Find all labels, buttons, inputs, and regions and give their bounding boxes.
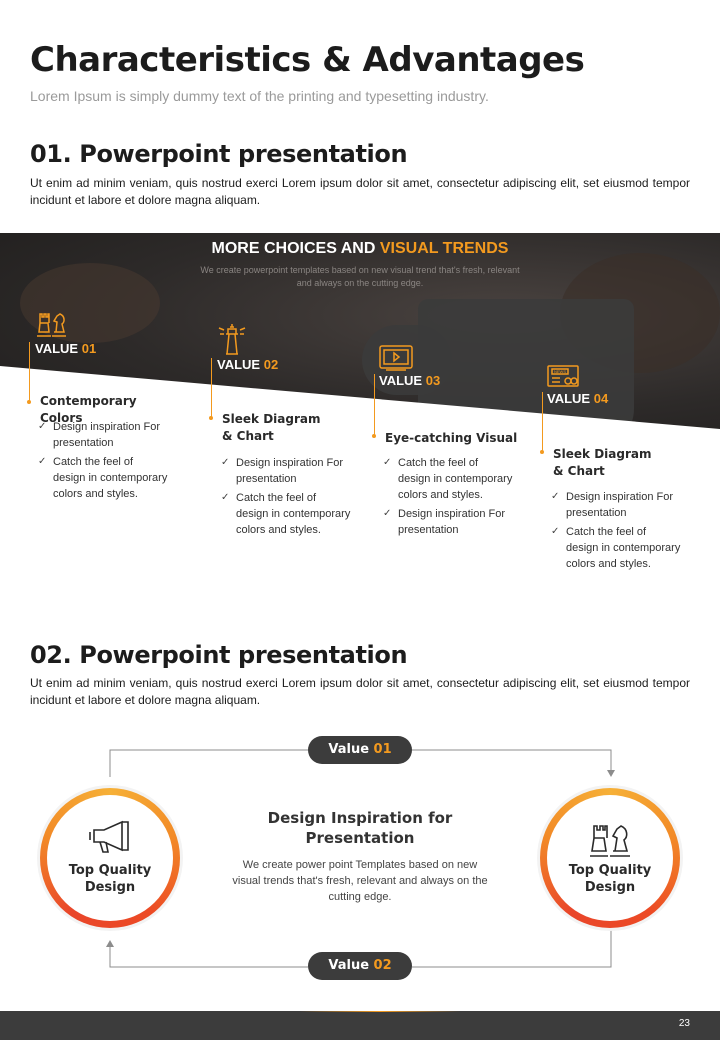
- section1-text: Ut enim ad minim veniam, quis nostrud exerci Lorem ipsum dolor sit amet, consectetur adipiscing elit, set eiusmod tempor incidunt et labore et dolore magna aliquam.: [30, 176, 690, 207]
- value-pill-02: Value 02: [308, 952, 412, 980]
- value-list-03: [383, 455, 513, 541]
- circle-inner: [47, 795, 173, 921]
- value-label-03: VALUE 03: [379, 373, 441, 388]
- right-circle-label: Top Quality Design: [568, 863, 652, 895]
- list-item: ✓ Catch the feel of design in contemporary colors and styles.: [221, 492, 351, 536]
- value-dot: [27, 400, 31, 404]
- section2-text: Ut enim ad minim veniam, quis nostrud exerci Lorem ipsum dolor sit amet, consectetur adipiscing elit, set eiusmod tempor incidunt et labore et dolore magna aliquam.: [30, 676, 690, 707]
- cycle-center-title: Design Inspiration for Presentation: [267, 809, 453, 847]
- list-item: ✓ Catch the feel of design in contemporary colors and styles.: [551, 526, 681, 570]
- footer-bar: [0, 1011, 720, 1040]
- chess-icon: [588, 816, 632, 858]
- band-title-plain: MORE CHOICES AND: [211, 240, 380, 257]
- check-icon: ✓: [221, 457, 230, 468]
- page-title: Characteristics & Advantages: [30, 40, 585, 80]
- list-item: ✓ Design inspiration For presentation: [383, 508, 505, 536]
- value-dot: [540, 450, 544, 454]
- list-item: ✓ Catch the feel of design in contemporary colors and styles.: [383, 457, 513, 501]
- check-icon: ✓: [38, 456, 47, 467]
- svg-text:NEWS: NEWS: [554, 369, 566, 374]
- band-subtitle: We create powerpoint templates based on new visual trend that's fresh, relevant and always on the cutting edge.: [200, 265, 520, 288]
- value-title-04: Sleek Diagram & Chart: [553, 447, 652, 478]
- circle-inner: [547, 795, 673, 921]
- band-title-highlight: VISUAL TRENDS: [379, 240, 509, 257]
- list-item: ✓ Catch the feel of design in contemporary colors and styles.: [38, 456, 168, 500]
- cycle-center-text: We create power point Templates based on new visual trends that's fresh, relevant and always on the cutting edge.: [232, 859, 488, 903]
- value-list-02: [221, 455, 351, 541]
- value-list-01: [38, 419, 168, 505]
- value-dot: [372, 434, 376, 438]
- list-item: ✓ Design inspiration For presentation: [551, 491, 673, 519]
- value-connector: [374, 374, 375, 436]
- megaphone-icon: [88, 818, 134, 856]
- value-connector: [542, 392, 543, 452]
- newspaper-icon: [546, 364, 582, 390]
- band-title: [0, 240, 720, 258]
- video-player-icon: [378, 344, 414, 372]
- page-subtitle: Lorem Ipsum is simply dummy text of the printing and typesetting industry.: [30, 88, 489, 104]
- check-icon: ✓: [551, 491, 560, 502]
- value-label-04: VALUE 04: [547, 391, 609, 406]
- list-item: ✓ Design inspiration For presentation: [38, 421, 160, 449]
- check-icon: ✓: [221, 492, 230, 503]
- check-icon: ✓: [383, 508, 392, 519]
- value-label-02: VALUE 02: [217, 357, 279, 372]
- left-circle-label: Top Quality Design: [68, 863, 152, 895]
- value-label-01: VALUE 01: [35, 341, 97, 356]
- section1-heading: 01. Powerpoint presentation: [30, 140, 408, 168]
- list-item: ✓ Design inspiration For presentation: [221, 457, 343, 485]
- check-icon: ✓: [383, 457, 392, 468]
- value-connector: [29, 342, 30, 402]
- value-connector: [211, 358, 212, 418]
- value-dot: [209, 416, 213, 420]
- chess-icon: [34, 306, 68, 338]
- value-title-01: Contemporary Colors: [40, 394, 137, 425]
- check-icon: ✓: [551, 526, 560, 537]
- value-title-02: Sleek Diagram & Chart: [222, 412, 321, 443]
- value-list-04: [551, 489, 681, 575]
- check-icon: ✓: [38, 421, 47, 432]
- value-pill-01: Value 01: [308, 736, 412, 764]
- section2-heading: 02. Powerpoint presentation: [30, 641, 408, 669]
- lighthouse-icon: [216, 320, 248, 356]
- page-number: 23: [678, 1018, 690, 1029]
- value-title-03: Eye-catching Visual: [385, 431, 518, 445]
- footer-accent-line: [300, 1011, 460, 1012]
